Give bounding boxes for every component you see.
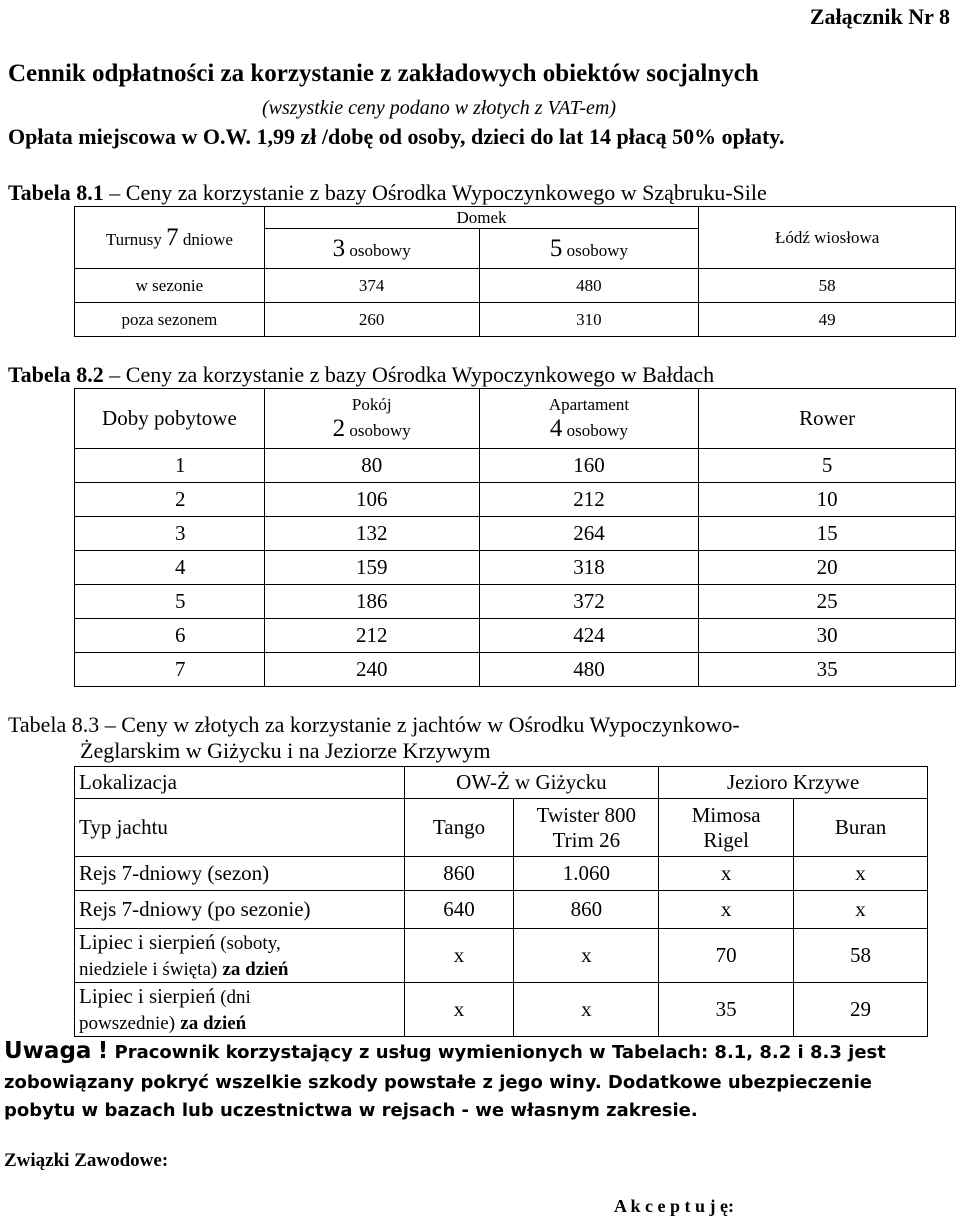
t3-cell: x xyxy=(659,857,794,891)
t3-loc-lake: Jezioro Krzywe xyxy=(659,767,928,799)
t3-row-label: Rejs 7-dniowy (po sezonie) xyxy=(75,891,405,929)
t3-cell: 58 xyxy=(794,929,928,983)
t2-cell: 35 xyxy=(699,653,956,687)
table-row xyxy=(75,449,956,483)
table-row xyxy=(75,857,928,891)
t2-cell: 25 xyxy=(699,585,956,619)
t2-cell: 106 xyxy=(264,483,479,517)
table-row xyxy=(75,303,956,337)
t1-col2-header: 5 osobowy xyxy=(479,229,699,269)
t2-cell: 318 xyxy=(479,551,699,585)
t2-cell: 132 xyxy=(264,517,479,551)
t1-col1-header: 3 osobowy xyxy=(264,229,479,269)
t1-cell: 310 xyxy=(479,303,699,337)
table1-caption xyxy=(8,180,767,206)
table-row xyxy=(75,619,956,653)
t3-row-label: Lipiec i sierpień (dni powszednie) za dzień xyxy=(75,983,405,1037)
t2-day: 1 xyxy=(75,449,265,483)
t2-cell: 15 xyxy=(699,517,956,551)
t2-days-header: Doby pobytowe xyxy=(75,389,265,449)
t3-cell: x xyxy=(514,983,659,1037)
unions-label: Związki Zawodowe: xyxy=(4,1150,169,1171)
t3-row-label: Lipiec i sierpień (soboty, niedziele i święta) za dzień xyxy=(75,929,405,983)
t1-row-label: w sezonie xyxy=(75,269,265,303)
t2-day: 3 xyxy=(75,517,265,551)
table1-caption-text: – Ceny za korzystanie z bazy Ośrodka Wypoczynkowego w Sząbruku-Sile xyxy=(103,180,767,205)
table-8-3 xyxy=(74,766,928,1037)
table3-caption-line2: Żeglarskim w Giżycku i na Jeziorze Krzywym xyxy=(80,738,491,763)
table-row xyxy=(75,929,928,983)
t2-cell: 10 xyxy=(699,483,956,517)
t1-boat-header: Łódź wiosłowa xyxy=(699,207,956,269)
table-row xyxy=(75,551,956,585)
t2-day: 4 xyxy=(75,551,265,585)
table-row xyxy=(75,483,956,517)
table3-caption-line1: Tabela 8.3 – Ceny w złotych za korzystanie z jachtów w Ośrodku Wypoczynkowo- xyxy=(8,712,740,737)
note-excl: ! xyxy=(97,1038,109,1064)
t2-room-header: Pokój 2 osobowy xyxy=(264,389,479,449)
t2-cell: 212 xyxy=(479,483,699,517)
t1-cell: 260 xyxy=(264,303,479,337)
table-row xyxy=(75,983,928,1037)
t1-cell: 58 xyxy=(699,269,956,303)
note-label: Uwaga xyxy=(4,1038,92,1064)
t3-cell: 1.060 xyxy=(514,857,659,891)
t3-cell: x xyxy=(404,929,514,983)
t2-cell: 480 xyxy=(479,653,699,687)
t2-cell: 240 xyxy=(264,653,479,687)
t2-cell: 159 xyxy=(264,551,479,585)
t3-cell: x xyxy=(404,983,514,1037)
table2-caption xyxy=(8,362,714,388)
t3-row-label: Rejs 7-dniowy (sezon) xyxy=(75,857,405,891)
annex-label: Załącznik Nr 8 xyxy=(809,4,950,29)
t3-loc-label: Lokalizacja xyxy=(75,767,405,799)
t3-type-label: Typ jachtu xyxy=(75,799,405,857)
table-8-2 xyxy=(74,388,956,687)
t2-apt-header: Apartament 4 osobowy xyxy=(479,389,699,449)
t2-cell: 372 xyxy=(479,585,699,619)
t2-cell: 5 xyxy=(699,449,956,483)
note-text1: Pracownik korzystający z usług wymienionych w Tabelach: 8.1, 8.2 i 8.3 jest xyxy=(114,1042,886,1063)
t3-cell: x xyxy=(794,857,928,891)
t2-bike-header: Rower xyxy=(699,389,956,449)
t3-cell: 860 xyxy=(514,891,659,929)
t2-cell: 424 xyxy=(479,619,699,653)
t3-cell: x xyxy=(514,929,659,983)
t2-cell: 212 xyxy=(264,619,479,653)
t3-mimosa: Mimosa Rigel xyxy=(659,799,794,857)
t3-cell: x xyxy=(659,891,794,929)
note-line2: zobowiązany pokryć wszelkie szkody powstałe z jego winy. Dodatkowe ubezpieczenie xyxy=(4,1072,873,1093)
table-row xyxy=(75,517,956,551)
table2-caption-label: Tabela 8.2 xyxy=(8,362,104,387)
t1-domek-header: Domek xyxy=(264,207,699,229)
t3-cell: 640 xyxy=(404,891,514,929)
t3-cell: 70 xyxy=(659,929,794,983)
t2-day: 2 xyxy=(75,483,265,517)
t1-cell: 374 xyxy=(264,269,479,303)
table-row xyxy=(75,585,956,619)
t2-cell: 186 xyxy=(264,585,479,619)
t3-cell: 29 xyxy=(794,983,928,1037)
table-8-1 xyxy=(74,206,956,337)
t3-loc-owz: OW-Ż w Giżycku xyxy=(404,767,659,799)
t1-cell: 480 xyxy=(479,269,699,303)
accept-label: A k c e p t u j ę: xyxy=(614,1196,734,1216)
t3-twister: Twister 800 Trim 26 xyxy=(514,799,659,857)
page-title: Cennik odpłatności za korzystanie z zakładowych obiektów socjalnych xyxy=(8,60,759,87)
table1-caption-label: Tabela 8.1 xyxy=(8,180,104,205)
note-line1 xyxy=(4,1038,886,1064)
t2-day: 6 xyxy=(75,619,265,653)
t2-day: 5 xyxy=(75,585,265,619)
table-row xyxy=(75,653,956,687)
table-row xyxy=(75,269,956,303)
fee-line: Opłata miejscowa w O.W. 1,99 zł /dobę od osoby, dzieci do lat 14 płacą 50% opłaty. xyxy=(8,124,785,149)
t2-cell: 264 xyxy=(479,517,699,551)
table2-caption-text: – Ceny za korzystanie z bazy Ośrodka Wypoczynkowego w Bałdach xyxy=(103,362,715,387)
note-line3: pobytu w bazach lub uczestnictwa w rejsach - we własnym zakresie. xyxy=(4,1100,698,1121)
t2-cell: 80 xyxy=(264,449,479,483)
t2-cell: 30 xyxy=(699,619,956,653)
t3-buran: Buran xyxy=(794,799,928,857)
t1-cell: 49 xyxy=(699,303,956,337)
t2-day: 7 xyxy=(75,653,265,687)
t2-cell: 160 xyxy=(479,449,699,483)
t3-cell: x xyxy=(794,891,928,929)
t1-turnus-header: Turnusy 7 dniowe xyxy=(75,207,265,269)
page-subtitle: (wszystkie ceny podano w złotych z VAT-em) xyxy=(262,97,616,119)
t1-row-label: poza sezonem xyxy=(75,303,265,337)
t2-cell: 20 xyxy=(699,551,956,585)
table-row xyxy=(75,891,928,929)
t3-cell: 860 xyxy=(404,857,514,891)
t3-cell: 35 xyxy=(659,983,794,1037)
t3-tango: Tango xyxy=(404,799,514,857)
